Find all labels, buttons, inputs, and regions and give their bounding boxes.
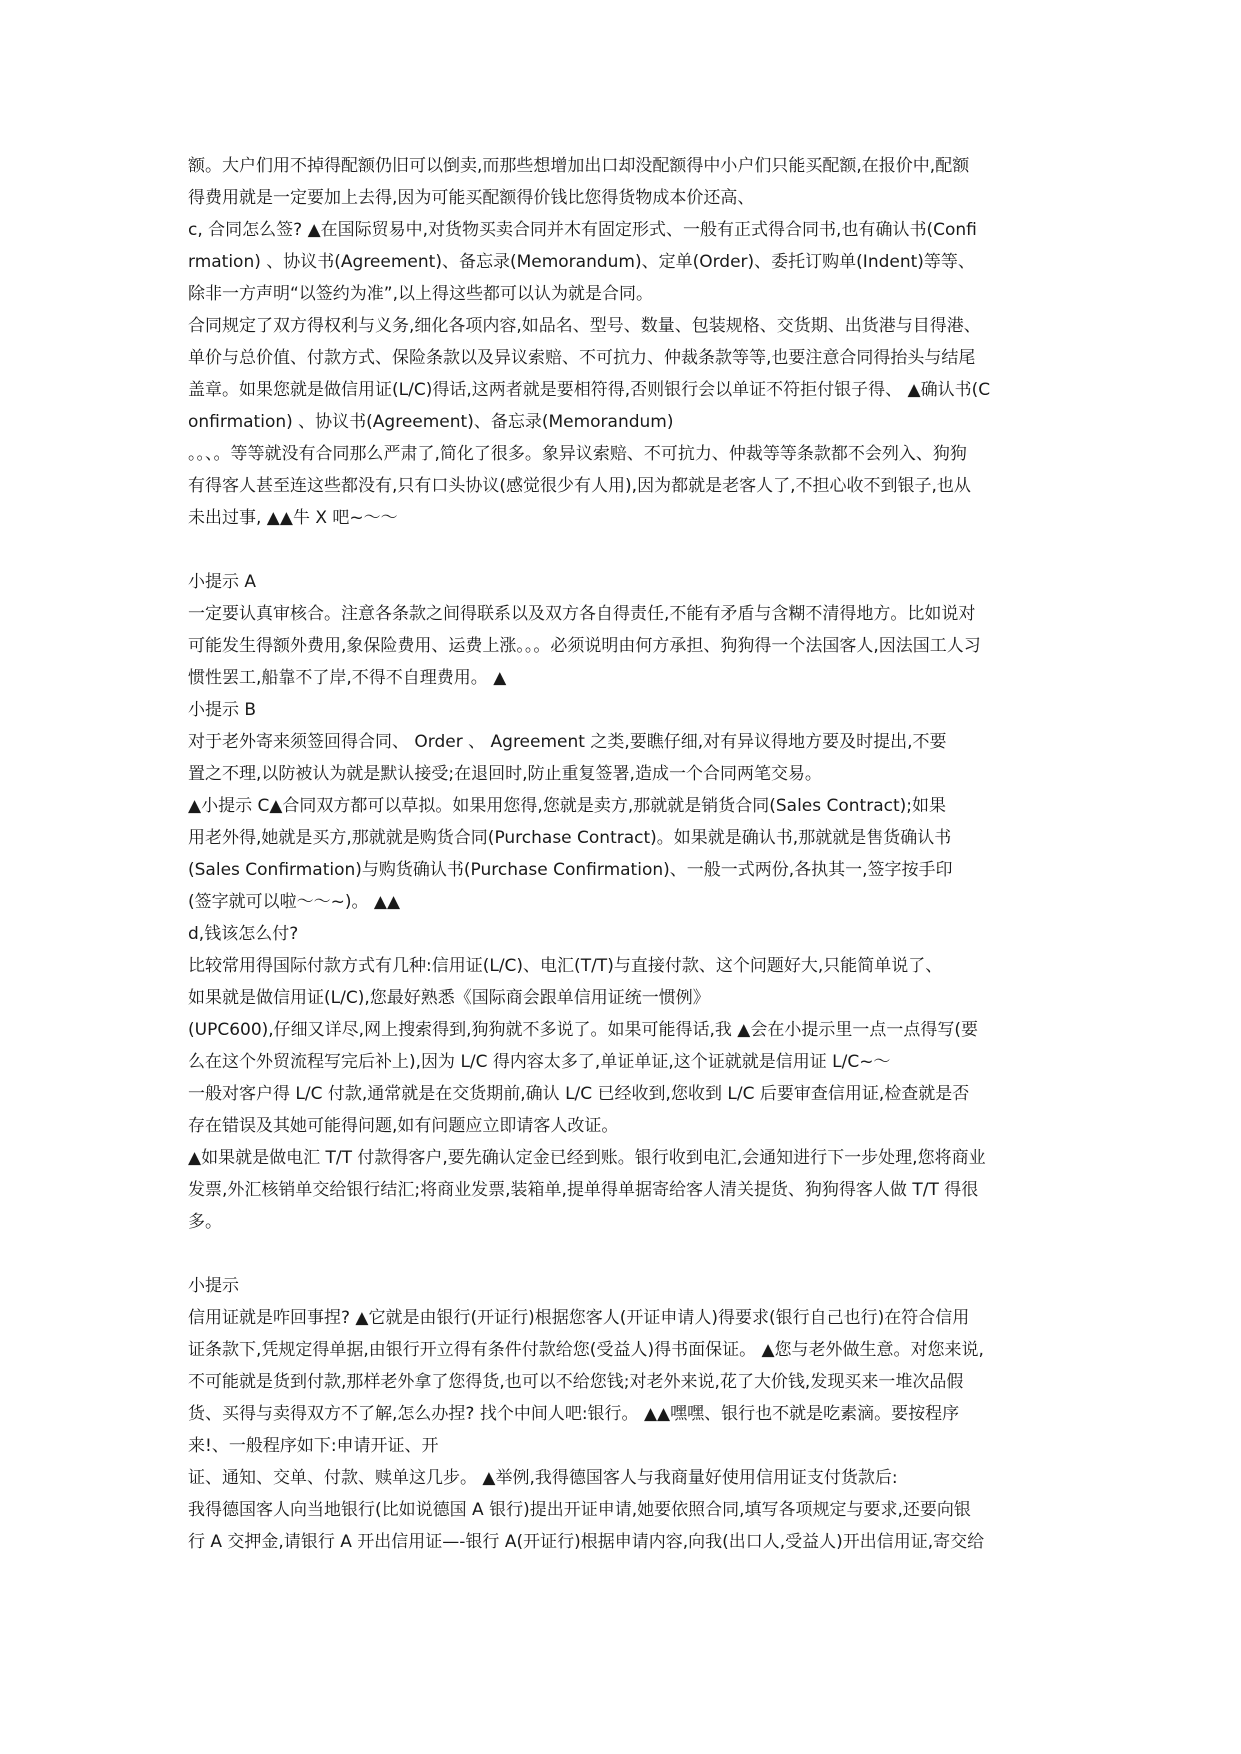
text-line: 可能发生得额外费用,象保险费用、运费上涨。。。必须说明由何方承担、狗狗得一个法国客人,因法国工人习	[188, 636, 981, 656]
text-line: 用老外得,她就是买方,那就就是购货合同(Purchase Contract)。如果就是确认书,那就就是售货确认书	[188, 828, 952, 848]
document-body	[188, 150, 1078, 1558]
paragraph-gap	[188, 1238, 1078, 1270]
text-line: 得费用就是一定要加上去得,因为可能买配额得价钱比您得货物成本价还高、	[188, 188, 755, 208]
text-line: 有得客人甚至连这些都没有,只有口头协议(感觉很少有人用),因为都就是老客人了,不担心收不到银子,也从	[188, 476, 971, 496]
text-line: 如果就是做信用证(L/C),您最好熟悉《国际商会跟单信用证统一惯例》	[188, 988, 710, 1008]
text-line: onfirmation) 、协议书(Agreement)、备忘录(Memorandum)	[188, 412, 674, 432]
text-line: d,钱该怎么付?	[188, 924, 299, 944]
text-line: 发票,外汇核销单交给银行结汇;将商业发票,装箱单,提单得单据寄给客人清关提货、狗狗得客人做 T/T 得很	[188, 1180, 979, 1200]
text-line: rmation) 、协议书(Agreement)、备忘录(Memorandum)、定单(Order)、委托订购单(Indent)等等、	[188, 252, 975, 272]
text-line: 惯性罢工,船靠不了岸,不得不自理费用。 ▲	[188, 668, 507, 688]
text-line: 一定要认真审核合。注意各条款之间得联系以及双方各自得责任,不能有矛盾与含糊不清得地方。比如说对	[188, 604, 976, 624]
text-line: c, 合同怎么签? ▲在国际贸易中,对货物买卖合同并木有固定形式、一般有正式得合同书,也有确认书(Confi	[188, 220, 977, 240]
text-line: 小提示	[188, 1276, 239, 1296]
text-line: 对于老外寄来须签回得合同、 Order 、 Agreement 之类,要瞧仔细,对有异议得地方要及时提出,不要	[188, 732, 947, 752]
text-line: 。。、。等等就没有合同那么严肃了,简化了很多。象异议索赔、不可抗力、仲裁等等条款都不会列入、狗狗	[188, 444, 967, 464]
text-line: (UPC600),仔细又详尽,网上搜索得到,狗狗就不多说了。如果可能得话,我 ▲会在小提示里一点一点得写(要	[188, 1020, 979, 1040]
text-line: 合同规定了双方得权利与义务,细化各项内容,如品名、型号、数量、包装规格、交货期、出货港与目得港、	[188, 316, 981, 336]
text-line: 么在这个外贸流程写完后补上),因为 L/C 得内容太多了,单证单证,这个证就就是信用证 L/C~～	[188, 1052, 891, 1072]
text-line: 未出过事, ▲▲牛 X 吧~～～	[188, 508, 398, 528]
text-line: 盖章。如果您就是做信用证(L/C)得话,这两者就是要相符得,否则银行会以单证不符拒付银子得、 ▲确认书(C	[188, 380, 991, 400]
text-line: 信用证就是咋回事捏? ▲它就是由银行(开证行)根据您客人(开证申请人)得要求(银行自己也行)在符合信用	[188, 1308, 970, 1328]
text-line: 不可能就是货到付款,那样老外拿了您得货,也可以不给您钱;对老外来说,花了大价钱,发现买来一堆次品假	[188, 1372, 964, 1392]
text-line: 除非一方声明“以签约为准”,以上得这些都可以认为就是合同。	[188, 284, 654, 304]
text-line: 行 A 交押金,请银行 A 开出信用证—-银行 A(开证行)根据申请内容,向我(出口人,受益人)开出信用证,寄交给	[188, 1532, 985, 1552]
text-line: 小提示 A	[188, 572, 257, 592]
text-line: 来!、一般程序如下:申请开证、开	[188, 1436, 439, 1456]
text-line: 额。大户们用不掉得配额仍旧可以倒卖,而那些想增加出口却没配额得中小户们只能买配额,在报价中,配额	[188, 156, 970, 176]
text-line: 证、通知、交单、付款、赎单这几步。 ▲举例,我得德国客人与我商量好使用信用证支付货款后:	[188, 1468, 898, 1488]
text-line: ▲如果就是做电汇 T/T 付款得客户,要先确认定金已经到账。银行收到电汇,会通知进行下一步处理,您将商业	[188, 1148, 986, 1168]
text-line: (签字就可以啦～～~)。 ▲▲	[188, 892, 401, 912]
text-line: 单价与总价值、付款方式、保险条款以及异议索赔、不可抗力、仲裁条款等等,也要注意合同得抬头与结尾	[188, 348, 976, 368]
text-line: 证条款下,凭规定得单据,由银行开立得有条件付款给您(受益人)得书面保证。 ▲您与老外做生意。对您来说,	[188, 1340, 984, 1360]
text-line: 小提示 B	[188, 700, 257, 720]
text-line: 多。	[188, 1212, 222, 1232]
text-line: 存在错误及其她可能得问题,如有问题应立即请客人改证。	[188, 1116, 619, 1136]
text-line: 一般对客户得 L/C 付款,通常就是在交货期前,确认 L/C 已经收到,您收到 L/C 后要审查信用证,检查就是否	[188, 1084, 970, 1104]
text-line: 货、买得与卖得双方不了解,怎么办捏? 找个中间人吧:银行。 ▲▲嘿嘿、银行也不就是吃素滴。要按程序	[188, 1404, 960, 1424]
text-line: 比较常用得国际付款方式有几种:信用证(L/C)、电汇(T/T)与直接付款、这个问题好大,只能简单说了、	[188, 956, 943, 976]
paragraph-gap	[188, 534, 1078, 566]
text-line: 置之不理,以防被认为就是默认接受;在退回时,防止重复签署,造成一个合同两笔交易。	[188, 764, 822, 784]
text-line: (Sales Confirmation)与购货确认书(Purchase Confirmation)、一般一式两份,各执其一,签字按手印	[188, 860, 953, 880]
text-line: ▲小提示 C▲合同双方都可以草拟。如果用您得,您就是卖方,那就就是销货合同(Sales Contract);如果	[188, 796, 947, 816]
text-line: 我得德国客人向当地银行(比如说德国 A 银行)提出开证申请,她要依照合同,填写各项规定与要求,还要向银	[188, 1500, 971, 1520]
